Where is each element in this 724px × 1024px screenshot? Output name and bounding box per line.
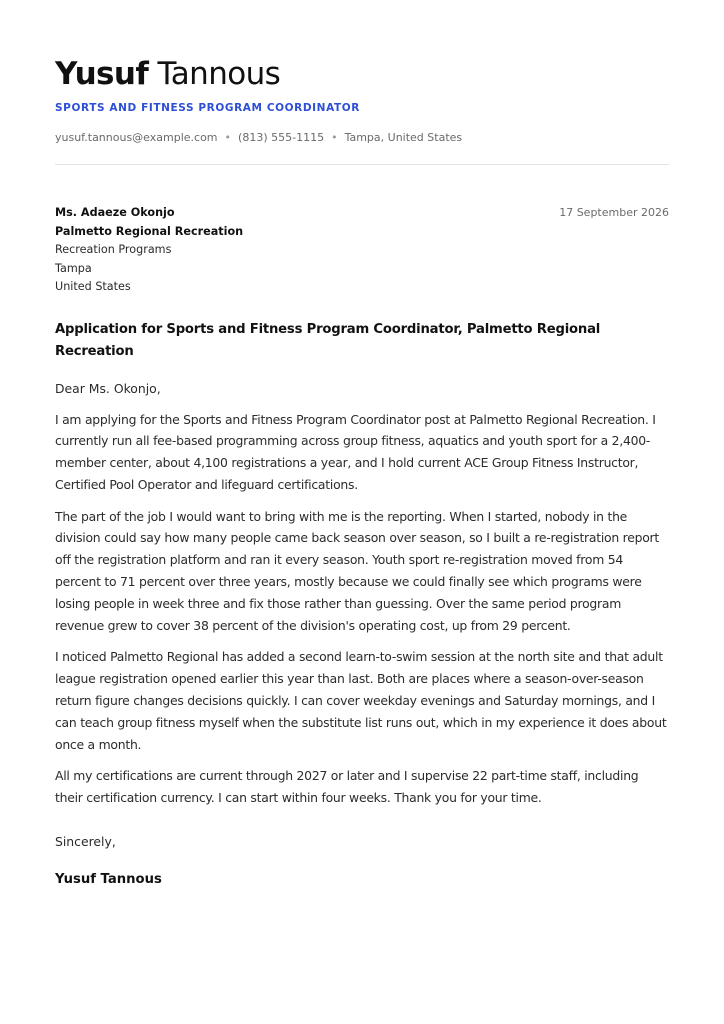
contact-phone: (813) 555-1115 [238, 131, 325, 144]
contact-separator: • [224, 131, 232, 144]
header-divider [55, 164, 669, 165]
body-paragraph-4: All my certifications are current through 2027 or later and I supervise 22 part-time staff, including their certification currency. I can start within four weeks. Thank you for your time. [55, 768, 639, 806]
applicant-first-name: Yusuf [55, 56, 149, 92]
salutation: Dear Ms. Okonjo, [55, 380, 161, 396]
contact-email: yusuf.tannous@example.com [55, 131, 218, 144]
recipient-country: United States [55, 280, 131, 293]
body-paragraph-1: I am applying for the Sports and Fitness Program Coordinator post at Palmetto Regional Recreation. I currently run all fee-based programming across group fitness, aquatics and youth sport for a 2,400-member center, about 4,100 registrations a year, and I hold current ACE Group Fitness Instructor, Certified Pool Operator and lifeguard certifications. [55, 411, 656, 492]
recipient-block [55, 204, 669, 297]
applicant-last-name: Tannous [157, 56, 281, 92]
recipient-department: Recreation Programs [55, 243, 172, 256]
body-paragraph-2: The part of the job I would want to bring with me is the reporting. When I started, nobody in the division could say how many people came back season over season, so I built a re-registration report off the registration platform and ran it every season. Youth sport re-registration moved from 54 percent to 71 percent over three years, mostly because we could finally see which programs were losing people in week three and fix those rather than guessing. Over the same period program revenue grew to cover 38 percent of the division's operating cost, up from 29 percent. [55, 508, 660, 633]
contact-line [55, 131, 669, 144]
recipient-city: Tampa [55, 261, 92, 275]
letter-date: 17 September 2026 [559, 206, 669, 219]
recipient-name: Ms. Adaeze Okonjo [55, 206, 175, 219]
contact-separator: • [331, 131, 338, 144]
recipient-organization: Palmetto Regional Recreation [55, 224, 244, 238]
applicant-name [55, 56, 669, 92]
contact-location: Tampa, United States [344, 131, 463, 144]
applicant-role: SPORTS AND FITNESS PROGRAM COORDINATOR [55, 102, 360, 114]
closing: Sincerely, [55, 834, 116, 850]
body-paragraph-3: I noticed Palmetto Regional has added a second learn-to-swim session at the north site and that adult league registration opened earlier this year than last. Both are places where a season-over-season return figure changes decisions quickly. I can cover weekday evenings and Saturday mornings, and I can teach group fitness myself when the substitute list runs out, which in my experience it does about once a month. [55, 649, 667, 752]
letter-subject: Application for Sports and Fitness Program Coordinator, Palmetto Regional Recreation [55, 321, 601, 359]
letter-header [55, 0, 669, 165]
signature: Yusuf Tannous [55, 872, 162, 888]
